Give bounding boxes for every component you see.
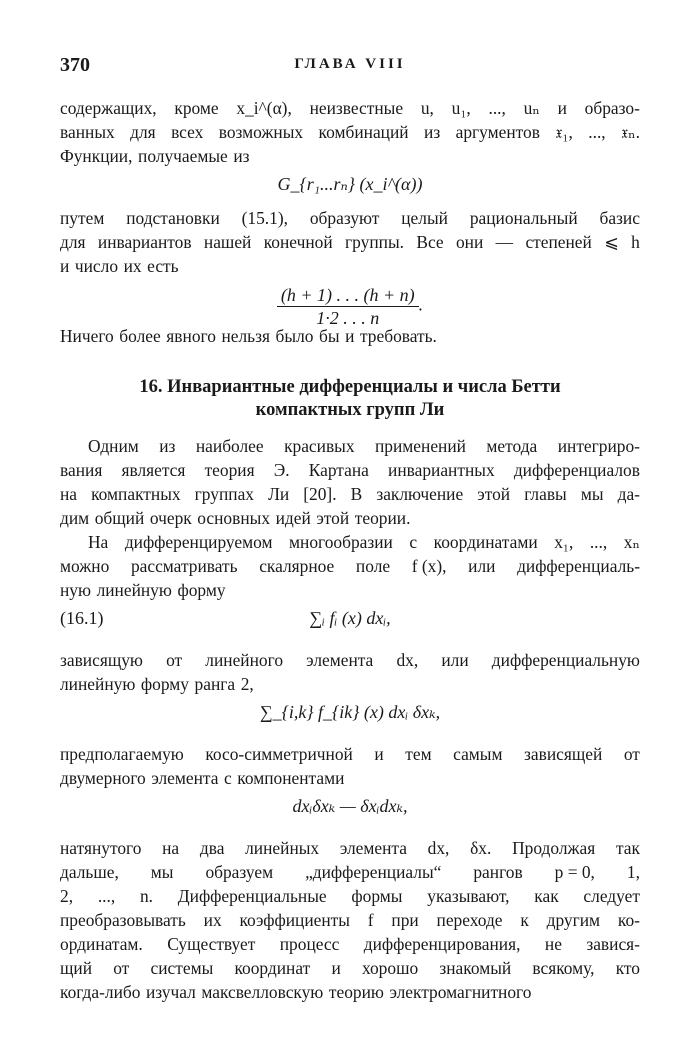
word: образо- — [584, 98, 640, 118]
word: с — [409, 532, 418, 552]
formula-bilinear-form: ∑_{i,k} f_{ik} (x) dxᵢ δxₖ, — [259, 702, 441, 722]
word: Все — [416, 232, 444, 252]
text-line — [60, 578, 640, 602]
text-line — [60, 956, 640, 980]
word: из — [159, 436, 176, 456]
word: линейную — [60, 674, 136, 694]
word: есть — [147, 256, 179, 276]
text-line — [60, 648, 640, 672]
word: В — [350, 484, 363, 504]
word: группы. — [345, 232, 404, 252]
text-line — [60, 908, 640, 932]
word: на — [162, 838, 180, 858]
word: рангов — [473, 862, 523, 882]
page-body — [60, 96, 640, 1004]
word: и — [557, 98, 567, 118]
text-line — [60, 120, 640, 144]
word: для — [60, 232, 86, 252]
word: n. — [139, 886, 154, 906]
word: „дифференциалы“ — [305, 862, 442, 882]
word: ..., — [488, 98, 506, 118]
word: и — [345, 326, 355, 346]
word: конечной — [263, 232, 333, 252]
text-line — [60, 458, 640, 482]
word: дим — [60, 508, 90, 528]
word: Одним — [88, 436, 139, 456]
word: u₁, — [451, 98, 471, 118]
paragraph-1 — [60, 96, 640, 168]
word: Продолжая — [512, 838, 596, 858]
word: метода — [486, 436, 538, 456]
word: комбинаций — [318, 122, 409, 142]
word: от — [623, 744, 640, 764]
word: применений — [374, 436, 466, 456]
word: возможных — [218, 122, 304, 142]
word: самым — [453, 744, 503, 764]
word: и — [60, 256, 70, 276]
text-line — [60, 672, 640, 696]
word: инвариантных — [388, 460, 495, 480]
word: форму — [140, 674, 189, 694]
word: для — [130, 122, 156, 142]
word: [20]. — [303, 484, 337, 504]
fraction — [277, 284, 419, 329]
word: δx. — [470, 838, 492, 858]
word: на — [60, 484, 78, 504]
word: ..., — [97, 886, 116, 906]
fraction-numerator: (h + 1) . . . (h + n) — [277, 284, 419, 307]
word: 2, — [240, 674, 254, 694]
text-line — [60, 530, 640, 554]
word: так — [615, 838, 640, 858]
word: Э. — [273, 460, 290, 480]
word: координат — [234, 958, 311, 978]
word: подстановки — [126, 208, 220, 228]
word: образуем — [205, 862, 274, 882]
paragraph-4 — [60, 434, 640, 530]
word: два — [199, 838, 225, 858]
word: этой — [316, 508, 350, 528]
word: наиболее — [195, 436, 264, 456]
word: идей — [275, 508, 311, 528]
section-title: 16. Инвариантные дифференциалы и числа Бетти компактных групп Ли — [139, 377, 561, 420]
word: u, — [420, 98, 434, 118]
word: к — [520, 910, 529, 930]
word: ванных — [60, 122, 115, 142]
word: всякому, — [532, 958, 595, 978]
word: явного — [166, 326, 216, 346]
word: из — [233, 146, 250, 166]
word: заключение — [376, 484, 464, 504]
word: — — [495, 232, 514, 252]
word: процесс — [279, 934, 340, 954]
word: инвариантов — [97, 232, 192, 252]
word: теории. — [354, 508, 411, 528]
word: компактных — [91, 484, 181, 504]
paragraph-7 — [60, 742, 640, 790]
word: Существует — [167, 934, 256, 954]
word: Дифференциальные — [177, 886, 327, 906]
equation-expression: ∑ᵢ fᵢ (x) dxᵢ, — [309, 608, 391, 628]
word: натянутого — [60, 838, 142, 858]
word: элемента — [151, 768, 219, 788]
word: указывают, — [427, 886, 510, 906]
word: этой — [477, 484, 511, 504]
word: Ничего — [60, 326, 114, 346]
word: аргументов — [455, 122, 540, 142]
word: путем — [60, 208, 105, 228]
word: предполагаемую — [60, 744, 184, 764]
word: было — [275, 326, 314, 346]
word: x_i^(α), — [236, 98, 292, 118]
word: и — [331, 958, 341, 978]
text-line — [60, 506, 640, 530]
word: скалярное — [259, 556, 335, 576]
word: дифференцируемом — [124, 532, 273, 552]
word: ную — [60, 580, 91, 600]
word: Картана — [308, 460, 369, 480]
word: теорию — [328, 982, 384, 1002]
paragraph-8 — [60, 836, 640, 1004]
word: изучал — [145, 982, 196, 1002]
text-line — [60, 554, 640, 578]
paragraph-6 — [60, 648, 640, 696]
word: f (x), — [411, 556, 447, 576]
word: или — [441, 650, 469, 670]
word: можно — [60, 556, 110, 576]
word: кто — [615, 958, 640, 978]
word: dx, — [396, 650, 419, 670]
word: целый — [401, 208, 448, 228]
word: дифференцирования, — [363, 934, 521, 954]
word: На — [88, 532, 109, 552]
word: более — [119, 326, 161, 346]
word: 2, — [60, 886, 74, 906]
text-line — [60, 206, 640, 230]
word: максвелловскую — [201, 982, 324, 1002]
word: их — [203, 910, 222, 930]
word: системы — [150, 958, 214, 978]
word: Ли — [268, 484, 290, 504]
word: или — [468, 556, 496, 576]
word: является — [121, 460, 186, 480]
word: xₙ — [623, 532, 640, 552]
word: зависящей — [524, 744, 603, 764]
formula-g-function: G_{r₁...rₙ} (x_i^(α)) — [277, 174, 423, 194]
word: дифференциалов — [513, 460, 640, 480]
word: Функции, — [60, 146, 133, 166]
word: косо-симметричной — [205, 744, 353, 764]
text-line — [60, 860, 640, 884]
word: следует — [583, 886, 640, 906]
word: получаемые — [138, 146, 228, 166]
formula-fraction: $\frac{(h + 1) . . . (h + n)}{1\cdot 2 . . . n}$ . — [60, 278, 640, 324]
word: от — [113, 958, 130, 978]
word: завися- — [586, 934, 640, 954]
word: и — [374, 744, 384, 764]
word: мы — [580, 484, 604, 504]
word: тем — [405, 744, 432, 764]
text-line — [60, 434, 640, 458]
chapter-title: ГЛАВА VIII — [294, 56, 406, 72]
text-line — [60, 482, 640, 506]
word: переходе — [436, 910, 503, 930]
word: элемента — [339, 838, 407, 858]
word: f — [367, 910, 374, 930]
text-line — [60, 836, 640, 860]
word: из — [424, 122, 441, 142]
word: нашей — [203, 232, 252, 252]
word: ранга — [194, 674, 236, 694]
word: дальше, — [60, 862, 119, 882]
text-line — [60, 96, 640, 120]
word: степеней — [525, 232, 592, 252]
word: uₙ — [523, 98, 540, 118]
word: ..., — [588, 122, 606, 142]
word: как — [534, 886, 559, 906]
word: двумерного — [60, 768, 146, 788]
word: x₁, — [554, 532, 574, 552]
word: многообразии — [289, 532, 393, 552]
word: вания — [60, 460, 103, 480]
fraction-denominator: 1·2 . . . n — [316, 308, 380, 328]
word: бы — [319, 326, 340, 346]
word: формы — [351, 886, 403, 906]
word: теория — [204, 460, 255, 480]
text-line — [60, 932, 640, 956]
word: когда-либо — [60, 982, 141, 1002]
word: линейных — [245, 838, 320, 858]
word: общий — [94, 508, 145, 528]
word: основных — [197, 508, 271, 528]
paragraph-2 — [60, 206, 640, 278]
word: требовать. — [360, 326, 437, 346]
text-line — [60, 980, 640, 1004]
text-line — [60, 766, 640, 790]
word: да- — [617, 484, 640, 504]
word: элемента — [306, 650, 374, 670]
word: интегриро- — [557, 436, 640, 456]
text-line — [60, 230, 640, 254]
word: 𝔵ₙ. — [621, 122, 640, 142]
word: компонентами — [237, 768, 345, 788]
word: форму — [177, 580, 226, 600]
word: другим — [546, 910, 601, 930]
word: знакомый — [439, 958, 512, 978]
word: мы — [150, 862, 174, 882]
text-line — [60, 884, 640, 908]
word: рассматривать — [130, 556, 238, 576]
word: нельзя — [221, 326, 270, 346]
paragraph-5 — [60, 530, 640, 602]
word: хорошо — [361, 958, 419, 978]
word: при — [391, 910, 419, 930]
word: красивых — [284, 436, 355, 456]
word: линейного — [205, 650, 284, 670]
page-header — [60, 54, 640, 78]
word: с — [223, 768, 232, 788]
word: кроме — [174, 98, 219, 118]
word: неизвестные — [309, 98, 404, 118]
word: они — [455, 232, 484, 252]
word: щий — [60, 958, 93, 978]
text-line — [60, 742, 640, 766]
word: ⩽ — [604, 232, 619, 252]
word: ординатам. — [60, 934, 143, 954]
word: всех — [171, 122, 204, 142]
word: образуют — [309, 208, 380, 228]
word: коэффициенты — [239, 910, 350, 930]
word: p = 0, — [554, 862, 595, 882]
word: их — [123, 256, 142, 276]
word: очерк — [149, 508, 192, 528]
word: ко- — [617, 910, 640, 930]
word: поле — [355, 556, 391, 576]
equation-16-1 — [60, 602, 640, 648]
text-line — [60, 254, 640, 278]
word: преобразовывать — [60, 910, 186, 930]
word: координатами — [433, 532, 538, 552]
word: 𝔵₁, — [555, 122, 573, 142]
word: h — [631, 232, 640, 252]
formula-components: dxᵢδxₖ — δxᵢdxₖ, — [292, 796, 408, 816]
word: от — [166, 650, 183, 670]
page-number: 370 — [60, 54, 90, 76]
word: базис — [599, 208, 640, 228]
word: ..., — [589, 532, 608, 552]
word: группах — [194, 484, 254, 504]
word: 1, — [626, 862, 640, 882]
word: дифференциальную — [491, 650, 640, 670]
word: линейную — [96, 580, 172, 600]
word: электромагнитного — [389, 982, 532, 1002]
text-line — [60, 144, 640, 168]
word: главы — [524, 484, 567, 504]
word: число — [74, 256, 119, 276]
word: зависящую — [60, 650, 143, 670]
equation-label: (16.1) — [60, 608, 104, 628]
word: содержащих, — [60, 98, 157, 118]
word: рациональный — [469, 208, 578, 228]
word: (15.1), — [241, 208, 288, 228]
word: дифференциаль- — [517, 556, 640, 576]
word: не — [544, 934, 562, 954]
word: dx, — [427, 838, 450, 858]
